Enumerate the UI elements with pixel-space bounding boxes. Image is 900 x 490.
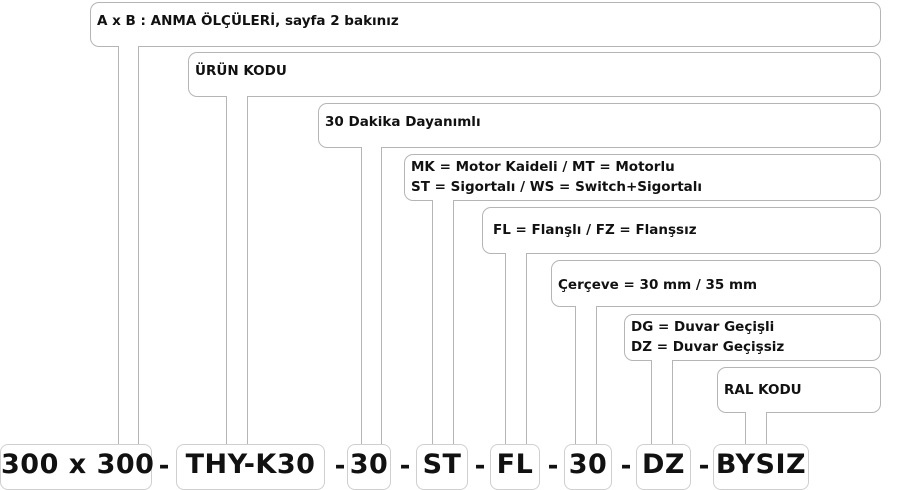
code-dimensions: 300 x 300 [0, 444, 152, 490]
label-line: DG = Duvar Geçişli [631, 319, 775, 335]
label-frame-options [551, 260, 881, 307]
stem-flange-options [505, 253, 527, 445]
separator-dash: - [474, 451, 486, 481]
code-product: THY-K30 [176, 444, 325, 490]
stem-fire-rating [361, 147, 382, 445]
code-ral: BYSIZ [713, 444, 809, 490]
separator-dash: - [698, 451, 710, 481]
separator-dash: - [334, 451, 346, 481]
label-line: 30 Dakika Dayanımlı [325, 114, 481, 130]
label-line: A x B : ANMA ÖLÇÜLERİ, sayfa 2 bakınız [97, 13, 399, 29]
stem-frame-options [575, 306, 597, 445]
label-ral-code [717, 367, 881, 413]
label-line: MK = Motor Kaideli / MT = Motorlu [411, 159, 675, 175]
stem-motor-options [432, 200, 454, 445]
label-motor-options [404, 154, 881, 201]
separator-dash: - [399, 451, 411, 481]
label-product-code [188, 52, 881, 97]
label-line: ST = Sigortalı / WS = Switch+Sigortalı [411, 179, 703, 195]
code-wall: DZ [636, 444, 691, 490]
stem-wall-options [651, 360, 673, 445]
stem-nominal-dimensions [118, 46, 139, 445]
label-line: DZ = Duvar Geçişsiz [631, 339, 785, 355]
separator-dash: - [547, 451, 559, 481]
separator-dash: - [158, 451, 170, 481]
label-line: RAL KODU [724, 382, 802, 398]
label-wall-options [624, 314, 881, 361]
separator-dash: - [620, 451, 632, 481]
label-nominal-dimensions [90, 2, 881, 47]
stem-product-code [226, 96, 248, 445]
stem-ral-code [745, 412, 767, 445]
code-motor: ST [416, 444, 468, 490]
label-line: Çerçeve = 30 mm / 35 mm [558, 277, 758, 293]
code-flange: FL [490, 444, 540, 490]
label-fire-rating [318, 103, 881, 148]
label-line: ÜRÜN KODU [195, 63, 287, 79]
label-flange-options [482, 207, 881, 254]
code-frame: 30 [564, 444, 612, 490]
code-fire-rating: 30 [347, 444, 391, 490]
label-line: FL = Flanşlı / FZ = Flanşsız [493, 222, 697, 238]
